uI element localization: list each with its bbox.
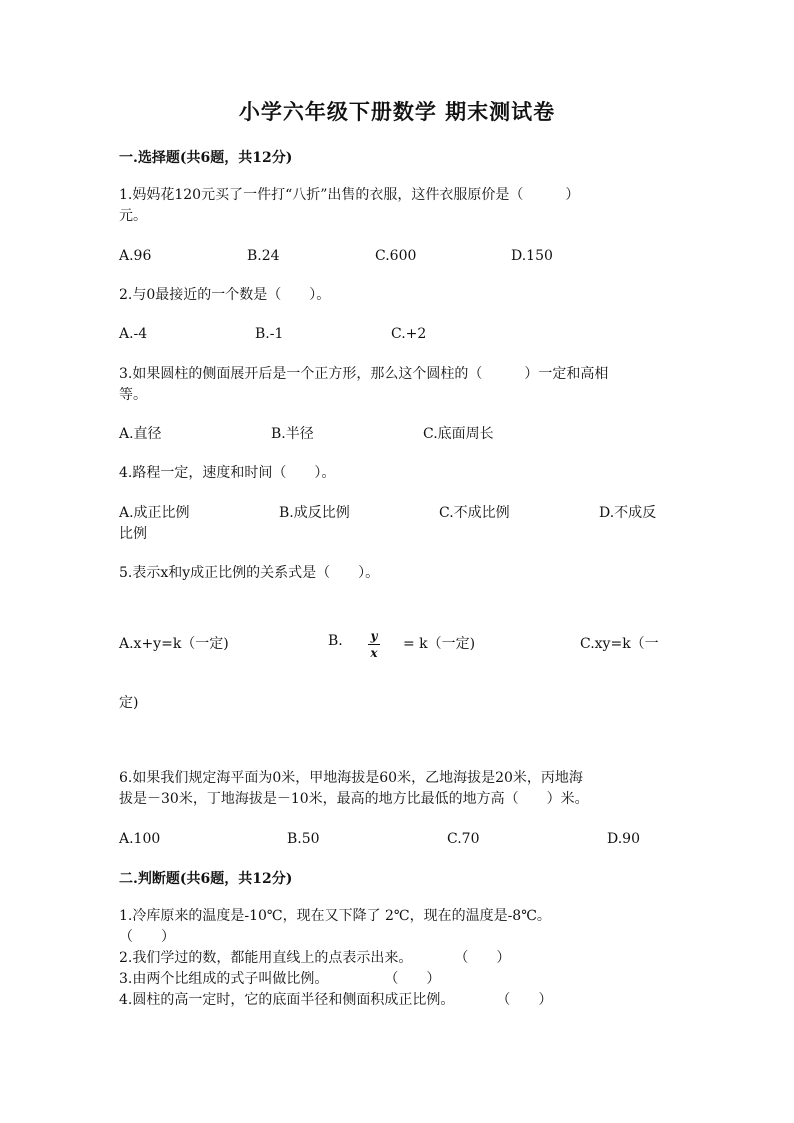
option-b: B.半径 (271, 426, 314, 442)
option-a: A.-4 (119, 326, 148, 342)
question-2 (119, 285, 679, 306)
option-b: B.-1 (255, 326, 284, 342)
question-text: 3.如果圆柱的侧面展开后是一个正方形，那么这个圆柱的（ ）一定和高相 (119, 366, 609, 382)
options-row-2 (119, 324, 679, 346)
option-d-wrap: 比例 (119, 526, 147, 542)
question-text: 1.妈妈花120元买了一件打“八折”出售的衣服，这件衣服原价是（ ） (119, 187, 580, 203)
option-b-rest: = k（一定) (403, 636, 476, 652)
question-text-continued: 拔是－30米，丁地海拔是－10米，最高的地方比最低的地方高（ ）米。 (119, 791, 589, 807)
fraction-bar (368, 644, 380, 645)
tf-item-1-blank: （ ） (119, 929, 175, 945)
option-a: A.成正比例 (119, 505, 190, 521)
option-b: B.成反比例 (279, 505, 350, 521)
true-false-list (119, 906, 679, 1011)
question-6 (119, 768, 679, 810)
tf-item-3: 3.由两个比组成的式子叫做比例。 （ ） (119, 971, 441, 987)
option-a: A.96 (119, 248, 152, 264)
question-text-continued: 元。 (119, 208, 147, 224)
question-text: 6.如果我们规定海平面为0米，甲地海拔是60米，乙地海拔是20米，丙地海 (119, 770, 583, 786)
option-b: B.24 (247, 248, 280, 264)
option-c: C.600 (375, 248, 417, 264)
option-c: C.底面周长 (423, 426, 494, 442)
tf-item-2: 2.我们学过的数，都能用直线上的点表示出来。 （ ） (119, 950, 511, 966)
options-row-3 (119, 424, 679, 446)
page-title: 小学六年级下册数学 期末测试卷 (238, 99, 556, 124)
option-c-wrap: 定) (119, 695, 139, 711)
fraction-numerator: y (370, 629, 378, 643)
question-text-continued: 等。 (119, 387, 147, 403)
question-text: 5.表示x和y成正比例的关系式是（ ）。 (119, 565, 380, 581)
question-5 (119, 563, 679, 584)
option-b: B.50 (287, 831, 320, 847)
tf-item-1: 1.冷库原来的温度是-10℃，现在又下降了 2℃，现在的温度是-8℃。 (119, 908, 551, 924)
section-heading-choice: 一.选择题(共6题，共12分) (119, 150, 293, 166)
option-d: D.150 (511, 248, 553, 264)
option-c: C.70 (447, 831, 480, 847)
options-row-6 (119, 829, 679, 851)
option-a: A.100 (119, 831, 161, 847)
fraction-denominator: x (370, 646, 378, 660)
option-c: C.+2 (391, 326, 427, 342)
option-c: C.xy=k（一 (580, 636, 659, 652)
option-a: A.直径 (119, 426, 162, 442)
question-1 (119, 185, 679, 227)
options-row-4 (119, 503, 679, 525)
question-4 (119, 463, 679, 484)
question-text: 2.与0最接近的一个数是（ ）。 (119, 287, 331, 303)
option-a: A.x+y=k（一定) (119, 636, 229, 652)
option-d: D.90 (607, 831, 640, 847)
tf-item-4: 4.圆柱的高一定时，它的底面半径和侧面积成正比例。 （ ） (119, 992, 553, 1008)
fraction-y-over-x (368, 630, 380, 659)
options-row-1 (119, 246, 679, 268)
question-text: 4.路程一定，速度和时间（ ）。 (119, 465, 336, 481)
section-heading-true-false: 二.判断题(共6题，共12分) (119, 871, 293, 887)
question-3 (119, 364, 679, 406)
option-c: C.不成比例 (439, 505, 510, 521)
option-b-label: B. (328, 633, 343, 649)
option-d: D.不成反 (599, 505, 657, 521)
